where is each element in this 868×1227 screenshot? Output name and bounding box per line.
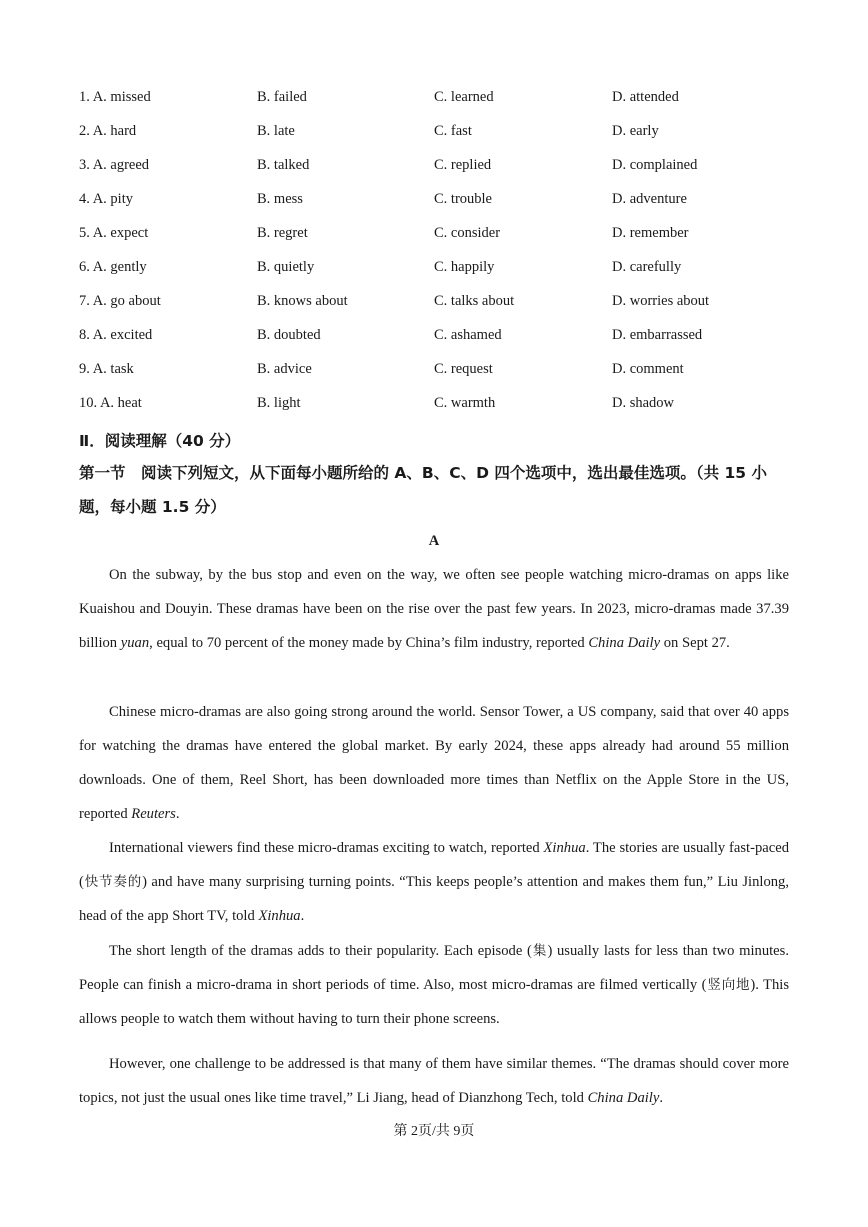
option-b: B. light [257, 395, 301, 411]
option-a: 9. A. task [79, 361, 134, 377]
option-a: 4. A. pity [79, 191, 133, 207]
option-d: D. complained [612, 157, 698, 173]
option-row [79, 293, 799, 315]
option-c: C. learned [434, 89, 494, 105]
paragraph-text: . The stories are usually fast-paced ( [79, 840, 789, 890]
option-row [79, 89, 799, 111]
option-d: D. shadow [612, 395, 675, 411]
paragraph-text: . [659, 1090, 663, 1106]
paragraph-text: ) and have many surprising turning points. “This keeps people’s attention and makes them fun,” Liu Jinlong, head of the app Short TV, told [79, 874, 789, 924]
paragraph-italic: China Daily [587, 1090, 660, 1106]
option-a: 5. A. expect [79, 225, 149, 241]
chinese-gloss: 竖向地 [706, 977, 751, 993]
option-c: C. trouble [434, 191, 492, 207]
paragraph-text: ) usually lasts for less than two minutes. People can finish a micro-drama in short periods of time. Also, most micro-dramas are filmed vertically ( [79, 943, 789, 993]
paragraph-text: International viewers find these micro-dramas exciting to watch, reported [109, 840, 544, 856]
option-row [79, 361, 799, 383]
option-a: 3. A. agreed [79, 157, 150, 173]
passage-paragraph-5 [79, 1047, 789, 1115]
section-title: Ⅱ．阅读理解（40 分） [79, 432, 241, 450]
section-instruction: 第一节 阅读下列短文，从下面每小题所给的 A、B、C、D 四个选项中，选出最佳选项。（共 15 小题，每小题 1.5 分） [79, 464, 767, 516]
option-c: C. warmth [434, 395, 496, 411]
option-c: C. request [434, 361, 493, 377]
option-row [79, 225, 799, 247]
paragraph-text: However, one challenge to be addressed is that many of them have similar themes. “The dramas should cover more topics, not just the usual ones like time travel,” Li Jiang, head of Dianzhong Tech, told [79, 1056, 789, 1106]
option-d: D. carefully [612, 259, 682, 275]
passage-paragraph-1 [79, 558, 789, 660]
option-d: D. worries about [612, 293, 710, 309]
option-d: D. comment [612, 361, 684, 377]
paragraph-text: . [300, 908, 305, 924]
option-d: D. attended [612, 89, 679, 105]
option-row [79, 327, 799, 349]
option-row [79, 157, 799, 179]
option-c: C. talks about [434, 293, 515, 309]
paragraph-text: . [175, 806, 180, 822]
paragraph-text: ). This allows people to watch them without having to turn their phone screens. [79, 977, 790, 1027]
passage-paragraph-2 [79, 695, 789, 831]
paragraph-text: Chinese micro-dramas are also going strong around the world. Sensor Tower, a US company, said that over 40 apps for watching the dramas have entered the global market. By early 2024, these apps already had around 55 million downloads. One of them, Reel Short, has been downloaded more times than Netflix on the Apple Store in the US, reported [79, 704, 789, 822]
option-b: B. advice [257, 361, 312, 377]
option-row [79, 259, 799, 281]
chinese-gloss: 集 [531, 943, 548, 959]
option-d: D. early [612, 123, 659, 139]
option-a: 8. A. excited [79, 327, 153, 343]
option-b: B. failed [257, 89, 307, 105]
passage-paragraph-4 [79, 934, 789, 1036]
page-footer: 第 2页/共 9页 [393, 1124, 475, 1139]
paragraph-italic: Xinhua [543, 840, 586, 856]
option-c: C. ashamed [434, 327, 502, 343]
option-b: B. mess [257, 191, 303, 207]
option-a: 7. A. go about [79, 293, 161, 309]
option-b: B. talked [257, 157, 310, 173]
option-b: B. late [257, 123, 295, 139]
option-row [79, 123, 799, 145]
chinese-gloss: 快节奏的 [83, 874, 143, 890]
paragraph-italic: Reuters [131, 806, 176, 822]
option-a: 1. A. missed [79, 89, 151, 105]
option-a: 2. A. hard [79, 123, 137, 139]
passage-paragraph-3 [79, 831, 789, 933]
option-c: C. fast [434, 123, 472, 139]
option-a: 6. A. gently [79, 259, 147, 275]
option-a: 10. A. heat [79, 395, 142, 411]
option-c: C. replied [434, 157, 492, 173]
option-row [79, 395, 799, 417]
paragraph-italic: China Daily [588, 635, 661, 651]
option-d: D. remember [612, 225, 689, 241]
paragraph-italic: yuan [120, 635, 150, 651]
passage-label: A [428, 533, 440, 549]
option-b: B. regret [257, 225, 308, 241]
option-d: D. adventure [612, 191, 687, 207]
paragraph-italic: Xinhua [258, 908, 301, 924]
option-b: B. quietly [257, 259, 315, 275]
paragraph-text: On the subway, by the bus stop and even on the way, we often see people watching micro-dramas on apps like Kuaishou and Douyin. These dramas have been on the rise over the past few years. In 2023, micro-dramas made 37.39 billion [79, 567, 789, 651]
paragraph-text: on Sept 27. [660, 635, 730, 651]
option-c: C. consider [434, 225, 501, 241]
paragraph-text: The short length of the dramas adds to their popularity. Each episode ( [109, 943, 532, 959]
option-row [79, 191, 799, 213]
option-d: D. embarrassed [612, 327, 703, 343]
option-b: B. doubted [257, 327, 321, 343]
option-b: B. knows about [257, 293, 348, 309]
paragraph-text: , equal to 70 percent of the money made by China’s film industry, reported [149, 635, 589, 651]
option-c: C. happily [434, 259, 495, 275]
